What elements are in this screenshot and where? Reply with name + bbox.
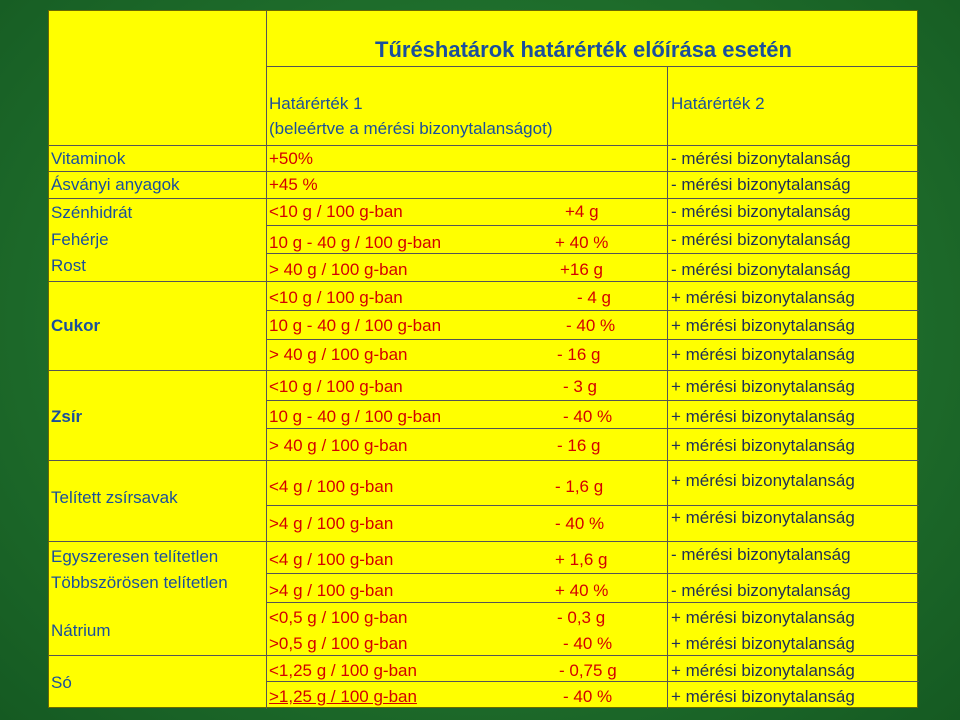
row-divider — [49, 281, 919, 282]
mineral-limit1: +45 % — [269, 175, 318, 194]
row-divider — [266, 253, 919, 254]
row-label-mono: Egyszeresen telítetlen — [51, 547, 219, 566]
vitamin-limit1: +50% — [269, 149, 313, 168]
salt-range-2: >1,25 g / 100 g-ban — [269, 687, 417, 706]
sodium-limit2-2: + mérési bizonytalanság — [671, 634, 855, 653]
tolerance-table — [48, 10, 918, 708]
row-divider — [49, 145, 919, 146]
sugar-limit2-1: + mérési bizonytalanság — [671, 288, 855, 307]
row-label-salt: Só — [51, 673, 72, 692]
poly-range: >4 g / 100 g-ban — [269, 581, 394, 600]
fat-range-1: <10 g / 100 g-ban — [269, 377, 403, 396]
sugar-limit2-2: + mérési bizonytalanság — [671, 316, 855, 335]
row-label-poly: Többszörösen telítetlen — [51, 573, 228, 592]
satfat-tolerance-1: - 1,6 g — [555, 477, 604, 496]
poly-limit2: - mérési bizonytalanság — [671, 581, 851, 600]
row-label-carb: Szénhidrát — [51, 203, 133, 222]
row-divider — [266, 681, 919, 682]
row-divider — [49, 171, 919, 172]
fiber-limit2: - mérési bizonytalanság — [671, 260, 851, 279]
fat-limit2-3: + mérési bizonytalanság — [671, 436, 855, 455]
row-label-fiber: Rost — [51, 256, 86, 275]
sugar-tolerance-2: - 40 % — [566, 316, 616, 335]
sodium-tolerance-1: - 0,3 g — [557, 608, 606, 627]
sodium-tolerance-2: - 40 % — [563, 634, 613, 653]
row-divider — [266, 66, 919, 67]
row-divider — [266, 573, 919, 574]
row-divider — [49, 655, 919, 656]
row-divider — [266, 602, 919, 603]
fat-tolerance-1: - 3 g — [563, 377, 598, 396]
row-label-fat: Zsír — [51, 407, 83, 426]
header-limit1: Határérték 1 — [269, 94, 363, 113]
salt-tolerance-1: - 0,75 g — [559, 661, 617, 680]
sodium-range-1: <0,5 g / 100 g-ban — [269, 608, 408, 627]
fat-tolerance-3: - 16 g — [557, 436, 601, 455]
sugar-range-1: <10 g / 100 g-ban — [269, 288, 403, 307]
row-label-sugar: Cukor — [51, 316, 101, 335]
salt-tolerance-2: - 40 % — [563, 687, 613, 706]
row-label-vitamin: Vitaminok — [51, 149, 126, 168]
sodium-range-2: >0,5 g / 100 g-ban — [269, 634, 408, 653]
row-divider — [266, 400, 919, 401]
fiber-tolerance: +16 g — [560, 260, 604, 279]
row-label-protein: Fehérje — [51, 230, 109, 249]
mono-range: <4 g / 100 g-ban — [269, 550, 394, 569]
mono-limit2: - mérési bizonytalanság — [671, 545, 851, 564]
fiber-range: > 40 g / 100 g-ban — [269, 260, 408, 279]
row-divider — [266, 428, 919, 429]
sugar-tolerance-3: - 16 g — [557, 345, 601, 364]
mono-tolerance: + 1,6 g — [555, 550, 608, 569]
protein-limit2: - mérési bizonytalanság — [671, 230, 851, 249]
row-divider — [266, 225, 919, 226]
carb-tolerance: +4 g — [565, 202, 599, 221]
carb-range: <10 g / 100 g-ban — [269, 202, 403, 221]
col-divider-1 — [266, 11, 267, 709]
carb-limit2: - mérési bizonytalanság — [671, 202, 851, 221]
fat-range-2: 10 g - 40 g / 100 g-ban — [269, 407, 442, 426]
sodium-limit2-1: + mérési bizonytalanság — [671, 608, 855, 627]
row-label-mineral: Ásványi anyagok — [51, 175, 180, 194]
header-limit1-note: (beleértve a mérési bizonytalanságot) — [269, 119, 553, 138]
page-title: Tűréshatárok határérték előírása esetén — [375, 37, 792, 62]
satfat-limit2-1: + mérési bizonytalanság — [671, 471, 855, 490]
satfat-range-2: >4 g / 100 g-ban — [269, 514, 394, 533]
salt-range-1: <1,25 g / 100 g-ban — [269, 661, 417, 680]
sugar-range-2: 10 g - 40 g / 100 g-ban — [269, 316, 442, 335]
row-label-sodium: Nátrium — [51, 621, 111, 640]
col-divider-2 — [667, 66, 668, 709]
satfat-tolerance-2: - 40 % — [555, 514, 605, 533]
sugar-tolerance-1: - 4 g — [577, 288, 612, 307]
fat-limit2-1: + mérési bizonytalanság — [671, 377, 855, 396]
mineral-limit2: - mérési bizonytalanság — [671, 175, 851, 194]
salt-limit2-2: + mérési bizonytalanság — [671, 687, 855, 706]
fat-limit2-2: + mérési bizonytalanság — [671, 407, 855, 426]
header-limit2: Határérték 2 — [671, 94, 765, 113]
row-divider — [49, 541, 919, 542]
row-divider — [49, 460, 919, 461]
row-divider — [266, 339, 919, 340]
row-divider — [49, 198, 919, 199]
row-divider — [49, 370, 919, 371]
poly-tolerance: + 40 % — [555, 581, 609, 600]
sugar-limit2-3: + mérési bizonytalanság — [671, 345, 855, 364]
fat-range-3: > 40 g / 100 g-ban — [269, 436, 408, 455]
protein-range: 10 g - 40 g / 100 g-ban — [269, 233, 442, 252]
row-divider — [266, 310, 919, 311]
salt-limit2-1: + mérési bizonytalanság — [671, 661, 855, 680]
satfat-range-1: <4 g / 100 g-ban — [269, 477, 394, 496]
row-divider — [266, 505, 919, 506]
fat-tolerance-2: - 40 % — [563, 407, 613, 426]
row-label-satfat: Telített zsírsavak — [51, 488, 178, 507]
protein-tolerance: + 40 % — [555, 233, 609, 252]
sugar-range-3: > 40 g / 100 g-ban — [269, 345, 408, 364]
vitamin-limit2: - mérési bizonytalanság — [671, 149, 851, 168]
satfat-limit2-2: + mérési bizonytalanság — [671, 508, 855, 527]
